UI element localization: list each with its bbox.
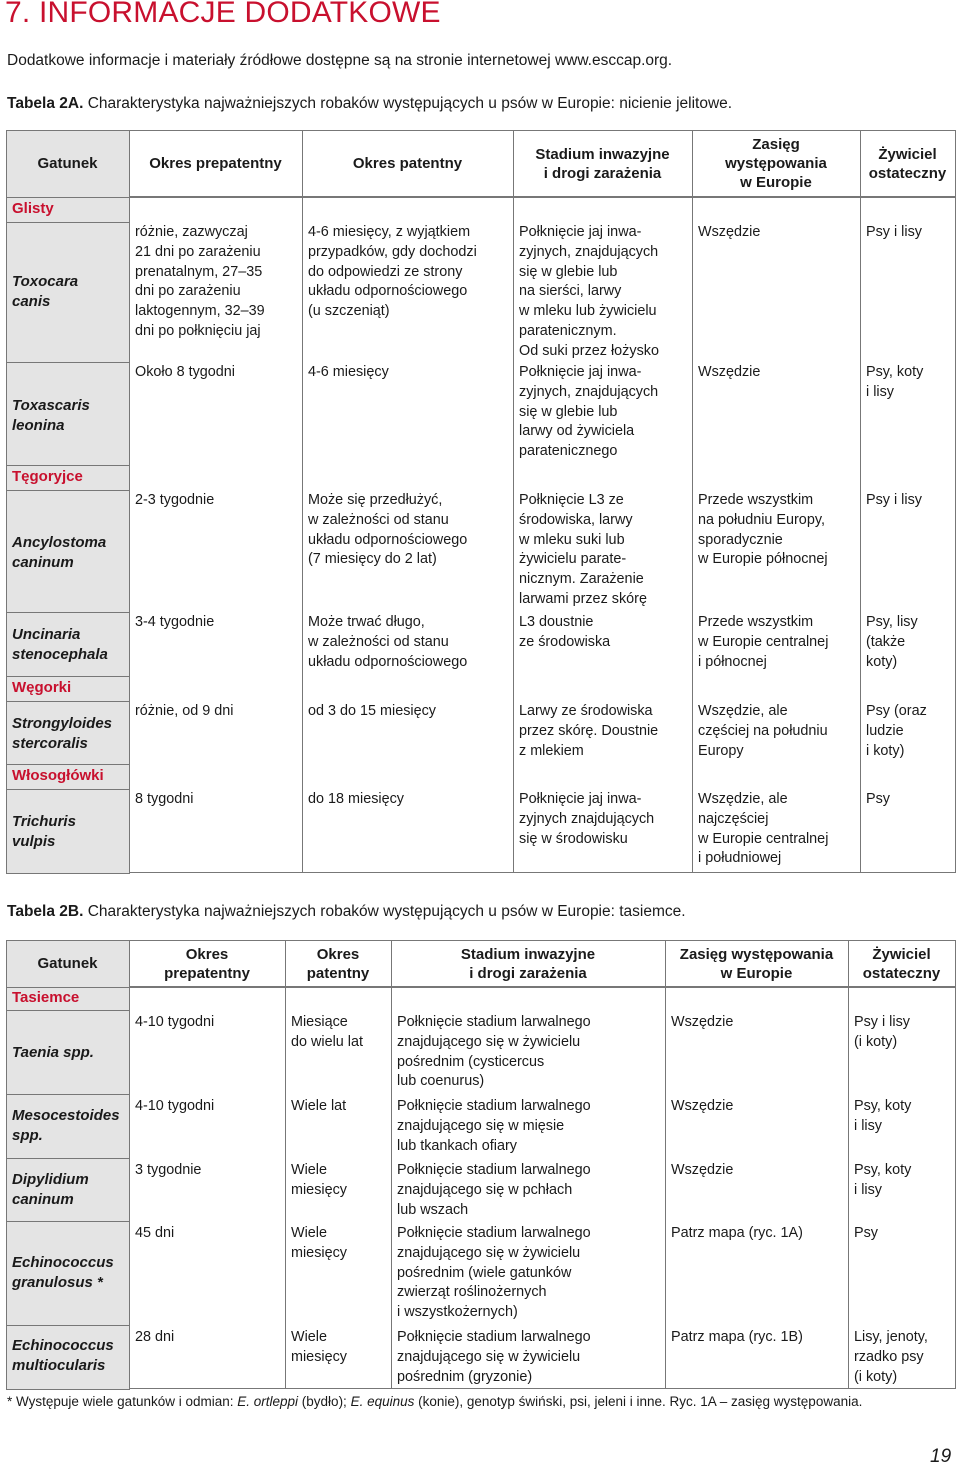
cell-host: Psy, koty i lisy [854,1098,912,1134]
footnote-species-2: E. equinus [350,1394,415,1409]
species-name: Toxocara canis [12,273,79,310]
col-header-range: Zasięg występowania w Europie [725,136,827,191]
species-name: Strongyloides stercoralis [12,715,113,752]
species-name: Dipylidium caninum [12,1171,89,1208]
col-header-host: Żywiciel ostateczny [862,945,941,982]
cell-host: Psy i lisy [866,492,922,508]
cell-prepatent: 4-10 tygodni [135,1098,215,1114]
cell-range: Wszędzie [671,1014,734,1030]
group-label-tasiemce: Tasiemce [12,989,80,1006]
group-label-glisty: Glisty [12,200,54,217]
col-header-patent: Okres patentny [306,945,370,982]
cell-prepatent: różnie, od 9 dni [135,703,234,719]
page-heading: 7. INFORMACJE DODATKOWE [5,0,441,29]
cell-patent: do 18 miesięcy [308,791,404,807]
cell-stage: Połknięcie stadium larwalnego znajdującego się w mięsie lub tkankach ofiary [397,1098,591,1154]
col-header-stage: Stadium inwazyjne i drogi zarażenia [535,145,670,182]
cell-range: Patrz mapa (ryc. 1B) [671,1329,803,1345]
cell-stage: L3 doustnie ze środowiska [519,614,611,650]
col-header-prepatent: Okres prepatentny [164,945,250,982]
cell-prepatent: 8 tygodni [135,791,194,807]
species-name: Echinococcus multiocularis [12,1337,114,1374]
cell-host: Psy i lisy [866,224,922,240]
caption-text: Charakterystyka najważniejszych robaków występujących u psów w Europie: nicienie jelitowe. [83,95,733,112]
cell-host: Psy (oraz ludzie i koty) [866,703,927,759]
cell-stage: Połknięcie stadium larwalnego znajdującego się w pchłach lub wszach [397,1162,591,1218]
cell-host: Psy, koty i lisy [854,1162,912,1198]
cell-patent: Wiele miesięcy [291,1225,347,1261]
cell-patent: Miesiące do wielu lat [291,1014,363,1050]
cell-prepatent: 45 dni [135,1225,175,1241]
cell-patent: Wiele miesięcy [291,1162,347,1198]
intro-paragraph: Dodatkowe informacje i materiały źródłowe dostępne są na stronie internetowej www.esccap.org. [7,52,673,69]
cell-host: Lisy, jenoty, rzadko psy (i koty) [854,1329,928,1385]
group-label-wlosoglowki: Włosogłówki [12,767,104,784]
cell-prepatent: 2-3 tygodnie [135,492,215,508]
cell-host: Psy [866,791,890,807]
species-name: Trichuris vulpis [12,813,76,850]
cell-range: Wszędzie [671,1098,734,1114]
col-header-range: Zasięg występowania w Europie [679,945,834,982]
cell-stage: Połknięcie L3 ze środowiska, larwy w mleku suki lub żywicielu parate- nicznym. Zarażenie larwami przez skórę [519,492,647,607]
table-2a-caption [7,95,732,113]
cell-patent: Wiele miesięcy [291,1329,347,1365]
cell-stage: Połknięcie stadium larwalnego znajdującego się w żywicielu pośrednim (cysticercus lub coenurus) [397,1014,591,1090]
cell-host: Psy, koty i lisy [866,364,924,400]
col-header-prepatent: Okres prepatentny [149,155,282,172]
species-name: Toxascaris leonina [12,397,90,434]
cell-range: Przede wszystkim w Europie centralnej i północnej [698,614,829,670]
species-name: Uncinaria stenocephala [12,626,108,663]
cell-range: Wszędzie [698,364,761,380]
col-header-stage: Stadium inwazyjne i drogi zarażenia [460,945,596,982]
cell-patent: od 3 do 15 miesięcy [308,703,436,719]
cell-stage: Połknięcie stadium larwalnego znajdującego się w żywicielu pośrednim (wiele gatunków zwierząt roślinożernych i wszystkożernych) [397,1225,591,1321]
cell-stage: Larwy ze środowiska przez skórę. Doustnie z mlekiem [519,703,659,759]
cell-host: Psy i lisy (i koty) [854,1014,910,1050]
species-name: Ancylostoma caninum [12,534,107,571]
footnote-species-1: E. ortleppi [237,1394,299,1409]
table-2b-caption [7,903,686,921]
cell-range: Przede wszystkim na południu Europy, sporadycznie w Europie północnej [698,492,828,568]
col-header-species: Gatunek [37,155,98,172]
cell-patent: Może trwać długo, w zależności od stanu układu odpornościowego [308,614,468,670]
group-label-wegorki: Węgorki [12,679,72,696]
species-name: Taenia spp. [12,1044,94,1061]
cell-host: Psy, lisy (także koty) [866,614,918,670]
footnote [7,1394,862,1409]
cell-patent: Wiele lat [291,1098,347,1114]
cell-patent: Może się przedłużyć, w zależności od stanu układu odpornościowego (7 miesięcy do 2 lat) [308,492,468,568]
cell-prepatent: 3-4 tygodnie [135,614,215,630]
col-header-species: Gatunek [37,955,98,972]
cell-stage: Połknięcie stadium larwalnego znajdującego się w żywicielu pośrednim (gryzonie) [397,1329,591,1385]
species-name: Mesocestoides spp. [12,1107,120,1144]
footnote-text-2: (konie), genotyp świński, psi, jeleni i inne. Ryc. 1A – zasięg występowania. [414,1394,863,1409]
caption-label: Tabela 2A. [7,95,84,112]
caption-label: Tabela 2B. [7,903,84,920]
cell-patent: 4-6 miesięcy, z wyjątkiem przypadków, gdy dochodzi do odpowiedzi ze strony układu odpornościowego (u szczeniąt) [308,224,477,320]
cell-prepatent: 28 dni [135,1329,175,1345]
cell-range: Wszędzie [698,224,761,240]
cell-range: Wszędzie [671,1162,734,1178]
cell-prepatent: różnie, zazwyczaj 21 dni po zarażeniu prenatalnym, 27–35 dni po zarażeniu laktogennym, 32–39 dni po połknięciu jaj [135,224,265,339]
cell-range: Patrz mapa (ryc. 1A) [671,1225,803,1241]
col-header-host: Żywiciel ostateczny [868,145,947,182]
footnote-text-1: (bydło); [298,1394,351,1409]
group-label-tegoryjce: Tęgoryjce [12,468,83,485]
cell-range: Wszędzie, ale najczęściej w Europie centralnej i południowej [698,791,829,867]
data-column-bg [860,197,956,873]
cell-patent: 4-6 miesięcy [308,364,389,380]
footnote-star-text: * Występuje wiele gatunków i odmian: [7,1394,238,1409]
species-name: Echinococcus granulosus * [12,1254,114,1291]
cell-prepatent: 3 tygodnie [135,1162,202,1178]
cell-stage: Połknięcie jaj inwa- zyjnych, znajdujących się w glebie lub na sierści, larwy w mleku lub żywicielu paratenicznym. Od suki przez łożysko [519,224,659,359]
cell-range: Wszędzie, ale częściej na południu Europy [698,703,828,759]
col-header-patent: Okres patentny [352,155,463,172]
page-number: 19 [930,1446,952,1467]
cell-host: Psy [854,1225,878,1241]
cell-prepatent: Około 8 tygodni [135,364,235,380]
cell-prepatent: 4-10 tygodni [135,1014,215,1030]
cell-stage: Połknięcie jaj inwa- zyjnych, znajdujących się w glebie lub larwy od żywiciela paratenicznego [519,364,659,460]
cell-stage: Połknięcie jaj inwa- zyjnych znajdujących się w środowisku [519,791,655,847]
caption-text: Charakterystyka najważniejszych robaków występujących u psów w Europie: tasiemce. [83,903,686,920]
